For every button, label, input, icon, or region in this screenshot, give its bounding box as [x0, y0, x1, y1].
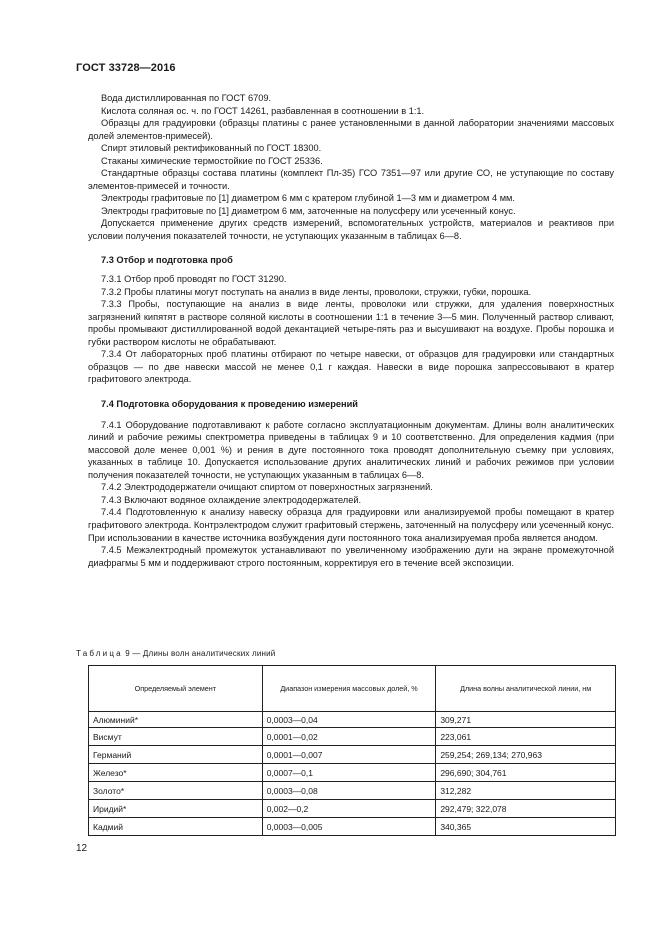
- table-cell: 0,0001—0,007: [262, 746, 436, 764]
- paragraph: Вода дистиллированная по ГОСТ 6709.: [101, 93, 272, 103]
- table-row: [89, 764, 616, 782]
- table-row: [89, 818, 616, 836]
- table-cell: Алюминий*: [89, 712, 263, 728]
- table-cell: Железо*: [89, 764, 263, 782]
- table-cell: 309,271: [436, 712, 616, 728]
- table-caption-word: Таблица: [76, 649, 123, 658]
- table-row: [89, 746, 616, 764]
- column-header: Определяемый элемент: [89, 666, 263, 712]
- paragraph: Допускается применение других средств измерений, вспомогательных устройств, материалов и реактивов при условии получения показателей точности, не уступающих указанным в таблицах 6—8.: [88, 218, 614, 242]
- table-cell: 292,479; 322,078: [436, 800, 616, 818]
- table-cell: 0,0001—0,02: [262, 728, 436, 746]
- paragraph: 7.4.1 Оборудование подготавливают к работе согласно эксплуатационным документам. Длины волн аналитических линий и рабочие режимы спектрометра приведены в таблицах 9 и 10 соответственно. Для определения кадмия (при массовой доле менее 0,001 %) и рения в дуге постоянного тока проводят дополнительную съемку при условиях, указанных в таблице 10. Допускается использование других аналитических линий и рабочих режимов при условии получения показателей точности, не уступающих указанным в таблицах 6—8.: [88, 419, 614, 480]
- table-row: [89, 712, 616, 728]
- paragraph: Образцы для градуировки (образцы платины с ранее установленными в данной лаборатории значениями массовых долей элементов-примесей).: [88, 118, 614, 141]
- paragraph: Стаканы химические термостойкие по ГОСТ 25336.: [101, 155, 323, 166]
- paragraph: Электроды графитовые по [1] диаметром 6 мм с кратером глубиной 1—3 мм и диаметром 4 мм.: [101, 193, 515, 204]
- wavelength-table: [88, 665, 616, 836]
- table-header-row: [89, 666, 616, 712]
- table-cell: 0,0007—0,1: [262, 764, 436, 782]
- paragraph: 7.4.3 Включают водяное охлаждение электрододержателей.: [101, 494, 362, 505]
- table-cell: Германий: [89, 746, 263, 764]
- paragraph: 7.4.2 Электрододержатели очищают спиртом от поверхностных загрязнений.: [101, 482, 433, 493]
- table-cell: 223,061: [436, 728, 616, 746]
- document-header: ГОСТ 33728—2016: [76, 62, 176, 74]
- table-row: [89, 800, 616, 818]
- paragraph: 7.4.4 Подготовленную к анализу навеску образца для градуировки или анализируемой пробы помещают в кратер графитового электрода. Контрэлектродом служит графитовый стержень, заточенный на полусферу или усеченный конус. При использовании в качестве источника возбуждения дуги постоянного тока анализируемая проба является анодом.: [88, 507, 614, 543]
- document-body: [88, 92, 614, 569]
- table-row: [89, 782, 616, 800]
- paragraph: Электроды графитовые по [1] диаметром 6 мм, заточенные на полусферу или усеченный конус.: [101, 205, 516, 216]
- paragraph: 7.3.2 Пробы платины могут поступать на анализ в виде ленты, проволоки, стружки, губки, порошка.: [101, 286, 532, 297]
- table-row: [89, 728, 616, 746]
- table-cell: 312,282: [436, 782, 616, 800]
- column-header: Диапазон измерения массовых долей, %: [262, 666, 436, 712]
- table-cell: 0,0003—0,08: [262, 782, 436, 800]
- table-cell: Иридий*: [89, 800, 263, 818]
- section-heading-7-3: 7.3 Отбор и подготовка проб: [101, 254, 233, 265]
- paragraph: Кислота соляная ос. ч. по ГОСТ 14261, разбавленная в соотношении в 1:1.: [101, 105, 425, 116]
- paragraph: Стандартные образцы состава платины (комплект Пл-35) ГСО 7351—97 или другие СО, не уступающие по составу элементов-примесей и точности.: [88, 168, 614, 191]
- section-heading-7-4: 7.4 Подготовка оборудования к проведению измерений: [101, 399, 358, 410]
- paragraph: 7.3.1 Отбор проб проводят по ГОСТ 31290.: [101, 274, 287, 285]
- table-cell: 0,0003—0,005: [262, 818, 436, 836]
- table-cell: 0,002—0,2: [262, 800, 436, 818]
- paragraph: 7.3.3 Пробы, поступающие на анализ в виде ленты, проволоки или стружки, для удаления поверхностных загрязнений кипятят в растворе соляной кислоты в соотношении 1:1 в течение 3—5 мин. Полученный раствор сливают, пробы промывают дистиллированной водой декантацией четыре-пять раз и высушивают на воздухе. Пробы порошка и губки раствором кислоты не обрабатывают.: [88, 299, 614, 347]
- column-header: Длина волны аналитической линии, нм: [436, 666, 616, 712]
- table-cell: 296,690; 304,761: [436, 764, 616, 782]
- paragraph: 7.4.5 Межэлектродный промежуток устанавливают по увеличенному изображению дуги на экране промежуточной диафрагмы 5 мм и поддерживают строго постоянным, корректируя его в течение всей экспозиции.: [88, 545, 614, 568]
- table-cell: Кадмий: [89, 818, 263, 836]
- table-cell: Золото*: [89, 782, 263, 800]
- paragraph: 7.3.4 От лабораторных проб платины отбирают по четыре навески, от образцов для градуировки или стандартных образцов — по две навески массой не менее 0,1 г каждая. Навески в виде порошка запрессовывают в кратер графитового электрода.: [88, 349, 614, 385]
- paragraph: Спирт этиловый ректификованный по ГОСТ 18300.: [101, 143, 322, 154]
- table-cell: 340,365: [436, 818, 616, 836]
- table-cell: 0,0003—0,04: [262, 712, 436, 728]
- table-caption-text: 9 — Длины волн аналитических линий: [122, 649, 276, 658]
- page-number: 12: [76, 843, 88, 854]
- table-cell: Висмут: [89, 728, 263, 746]
- table-cell: 259,254; 269,134; 270,963: [436, 746, 616, 764]
- table-caption: [76, 649, 275, 658]
